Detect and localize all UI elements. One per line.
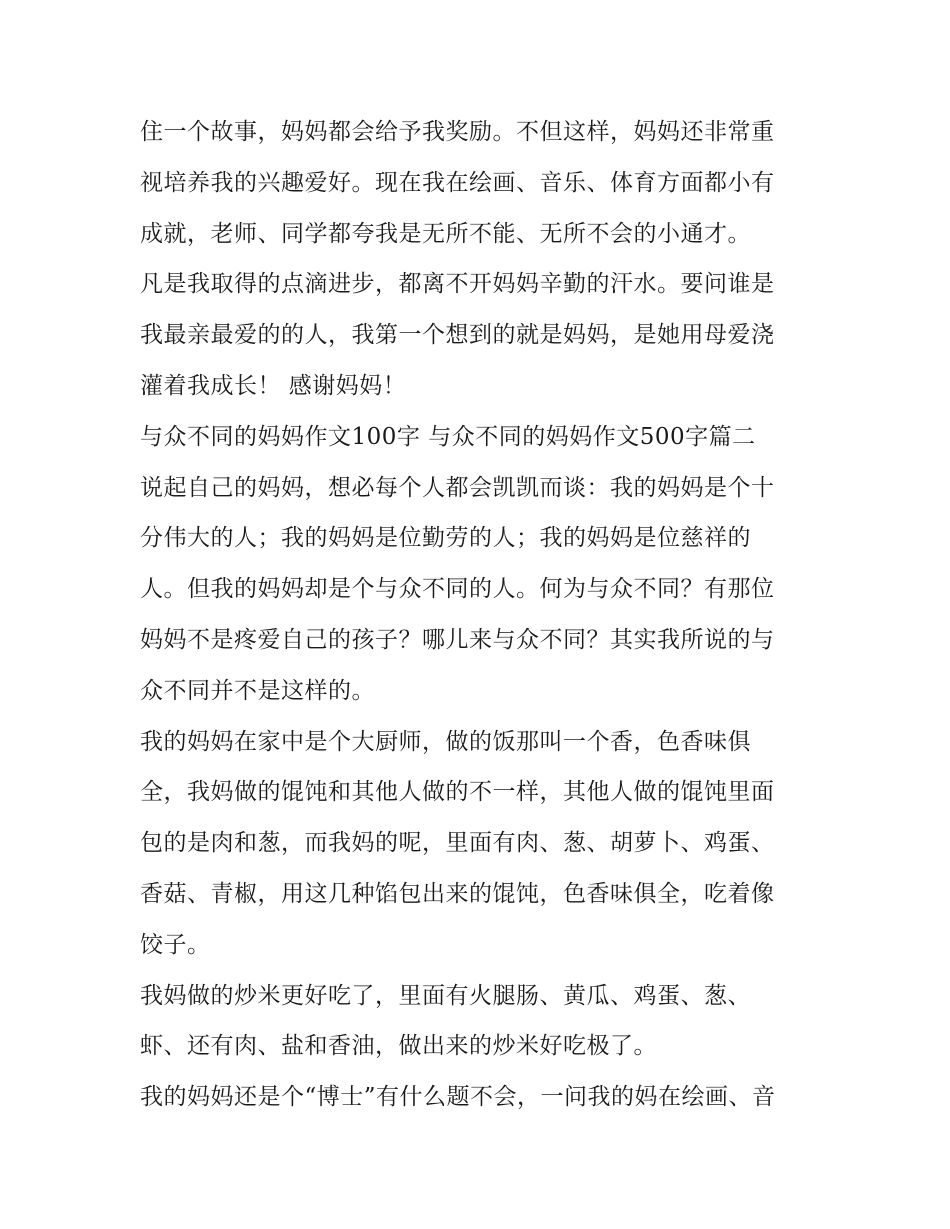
- section-heading: 与众不同的妈妈作文100字 与众不同的妈妈作文500字篇二: [140, 423, 756, 450]
- text-line: 我妈做的炒米更好吃了，里面有火腿肠、黄瓜、鸡蛋、葱、: [140, 982, 751, 1009]
- text-line: 饺子。: [140, 931, 211, 958]
- text-line: 灌着我成长！ 感谢妈妈！: [140, 372, 407, 399]
- text-line: 虾、还有肉、盐和香油，做出来的炒米好吃极了。: [140, 1033, 657, 1060]
- text-line: 我的妈妈在家中是个大厨师，做的饭那叫一个香，色香味俱: [140, 728, 751, 755]
- text-line: 人。但我的妈妈却是个与众不同的人。何为与众不同？有那位: [140, 576, 775, 603]
- text-line: 说起自己的妈妈，想必每个人都会凯凯而谈：我的妈妈是个十: [140, 474, 775, 501]
- text-line: 住一个故事，妈妈都会给予我奖励。不但这样，妈妈还非常重: [140, 119, 775, 145]
- text-line: 凡是我取得的点滴进步，都离不开妈妈辛勤的汗水。要问谁是: [140, 271, 775, 298]
- text-line: 香菇、青椒，用这几种馅包出来的馄饨，色香味俱全，吃着像: [140, 880, 775, 907]
- text-line: 全，我妈做的馄饨和其他人做的不一样，其他人做的馄饨里面: [140, 779, 775, 806]
- text-line: 我的妈妈还是个“博士”有什么题不会，一问我的妈在绘画、音: [140, 1084, 776, 1111]
- text-line: 成就，老师、同学都夸我是无所不能、无所不会的小通才。: [140, 220, 751, 247]
- text-line: 妈妈不是疼爱自己的孩子？哪儿来与众不同？其实我所说的与: [140, 626, 775, 653]
- essay-text: [140, 107, 840, 1123]
- text-line: 包的是肉和葱，而我妈的呢，里面有肉、葱、胡萝卜、鸡蛋、: [140, 830, 775, 857]
- text-line: 分伟大的人；我的妈妈是位勤劳的人；我的妈妈是位慈祥的: [140, 525, 751, 552]
- text-line: 众不同并不是这样的。: [140, 677, 375, 704]
- text-line: 视培养我的兴趣爱好。现在我在绘画、音乐、体育方面都小有: [140, 169, 775, 196]
- text-line: 我最亲最爱的的人，我第一个想到的就是妈妈，是她用母爱浇: [140, 322, 775, 349]
